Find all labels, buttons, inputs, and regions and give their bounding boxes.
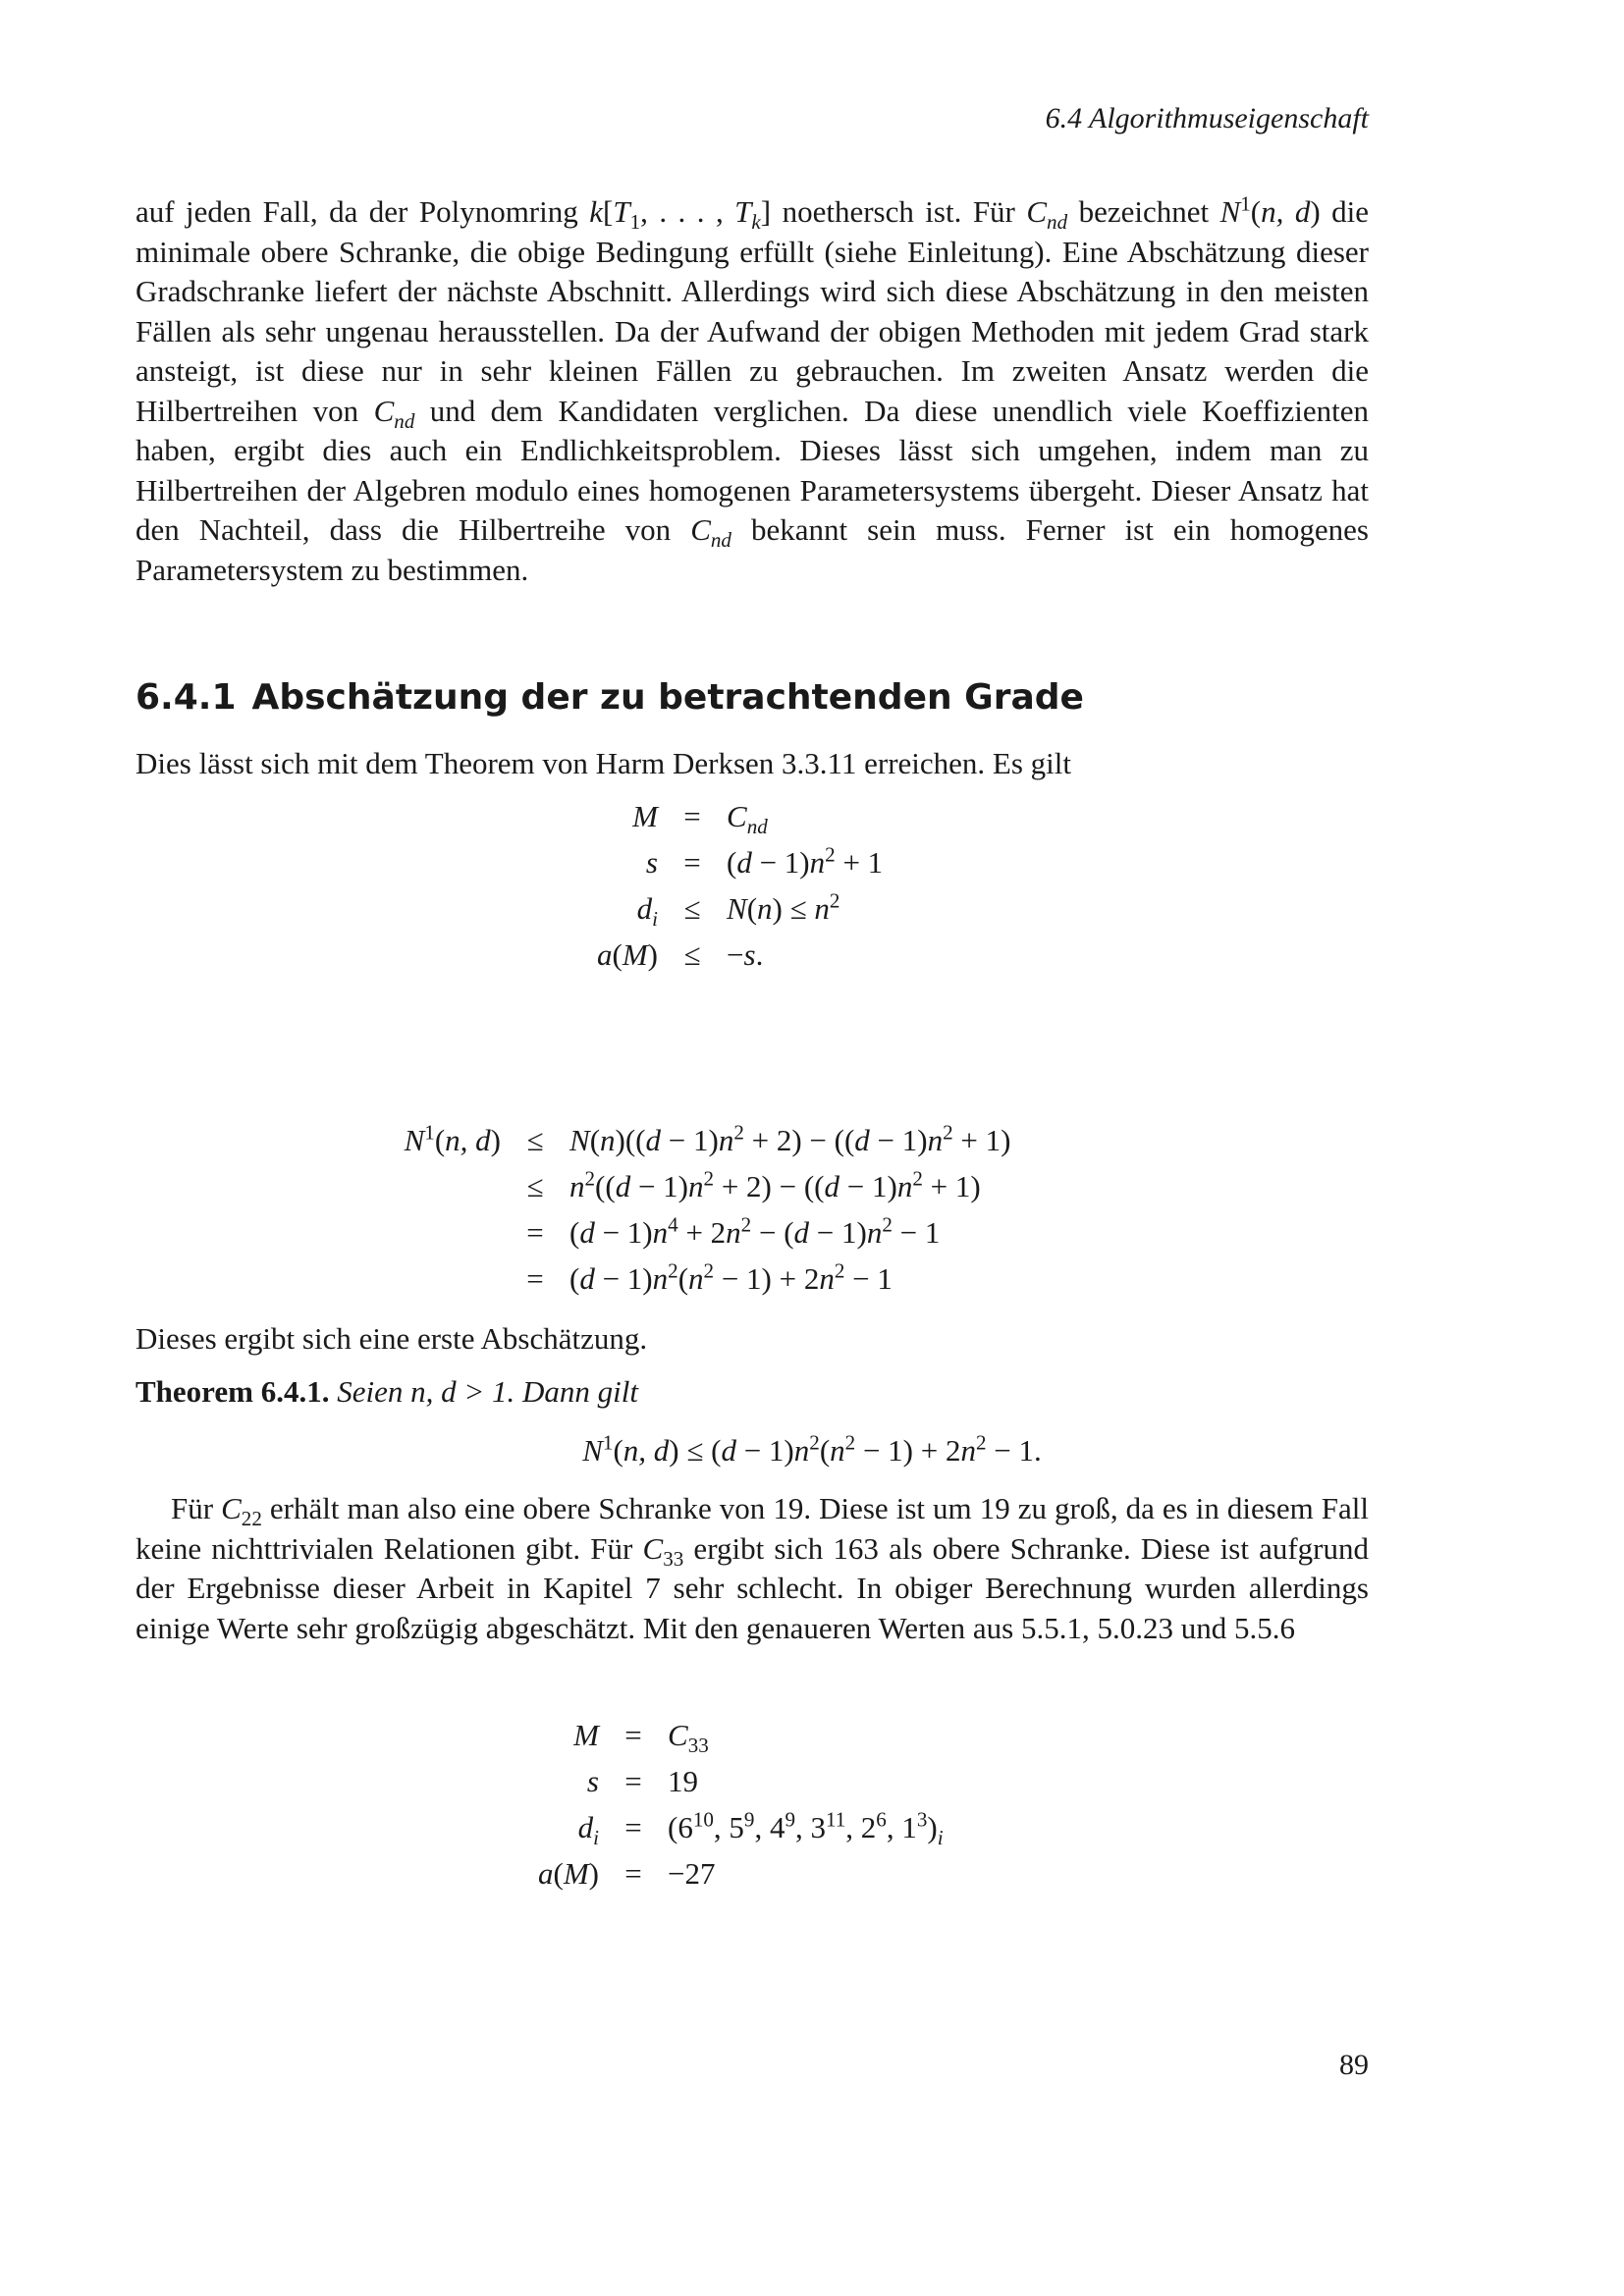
n1-estimate-derivation: $N^1(n$, d) ≤ $N(n)((d - 1)n^2 + 2) - ((d - 1)n^2 + 1)$ ≤ $n^2((d - 1)n^2 + 2) - ((d - 1)n^2 + 1)$ = $(d - 1)n^4 + 2n^2 - (d - 1)n^2 - 1$ = $(d - 1)n^2(n^2 - 1) + 2n^2 - 1$ (404, 1120, 1011, 1296)
theorem-6-4-1: Theorem 6.4.1. Seien n, d > 1. Dann gilt (135, 1374, 639, 1409)
first-estimate-sentence: Dieses ergibt sich eine erste Abschätzung. (135, 1321, 648, 1356)
derksen-parameters: M = $C_{nd}$ s = $(d - 1)n^2 + 1$ $d_i$ ≤ $N(n) \le n^2$ a(M) ≤ −s. (597, 798, 884, 972)
theorem-formula: $N^1(n$, $d) \le (d - 1)n^2(n^2 - 1) + 2n^2 - 1$. (582, 1430, 1042, 1468)
c22-c33-paragraph: Für $C_{22}$ erhält man also eine obere Schranke von 19. Diese ist um 19 zu groß, da es in diesem Fall keine nichttrivialen Relationen gibt. Für $C_{33}$ ergibt sich 163 als obere Schranke. Diese ist aufgrund der Ergebnisse dieser Arbeit in Kapitel 7 sehr schlecht. In obiger Berechnung wurden allerdings einige Werte sehr großzügig abgeschätzt. Mit den genaueren Werten aus 5.5.1, 5.0.23 und 5.5.6 (135, 1491, 1369, 1645)
intro-paragraph: auf jeden Fall, da der Polynomring $k[T_1$, . . . , $T_k$] noethersch ist. Für $C_{nd}$ bezeichnet $N^1(n$, d) die minimale obere Schranke, die obige Bedingung erfüllt (siehe Einleitung). Eine Abschätzung dieser Gradschranke liefert der nächste Abschnitt. Allerdings wird sich diese Abschätzung in den meisten Fällen als sehr ungenau herausstellen. Da der Aufwand der obigen Methoden mit jedem Grad stark ansteigt, ist diese nur in sehr kleinen Fällen zu gebrauchen. Im zweiten Ansatz werden die Hilbertreihen von $C_{nd}$ und dem Kandidaten verglichen. Da diese unendlich viele Koeffizienten haben, ergibt dies auch ein Endlichkeitsproblem. Dieses lässt sich umgehen, indem man zu Hilbertreihen der Algebren modulo eines homogenen Parametersystems übergeht. Dieser Ansatz hat den Nachteil, dass die Hilbertreihe von $C_{nd}$ bekannt sein muss. Ferner ist ein homogenes Parametersystem zu bestimmen. (135, 191, 1370, 587)
derksen-sentence: Dies lässt sich mit dem Theorem von Harm Derksen 3.3.11 erreichen. Es gilt (135, 746, 1072, 780)
c33-parameters: M = $C_{33}$ s = 19 $d_i$ = ($6^{10}$, $5^9$, $4^9$, $3^{11}$, $2^6$, $1^3)_i$ a(M) = −27 (538, 1717, 944, 1891)
section-heading: 6.4.1 Abschätzung der zu betrachtenden Grade (135, 677, 1084, 718)
running-header: 6.4 Algorithmuseigenschaft (1045, 102, 1369, 134)
page-number: 89 (1339, 2049, 1369, 2081)
